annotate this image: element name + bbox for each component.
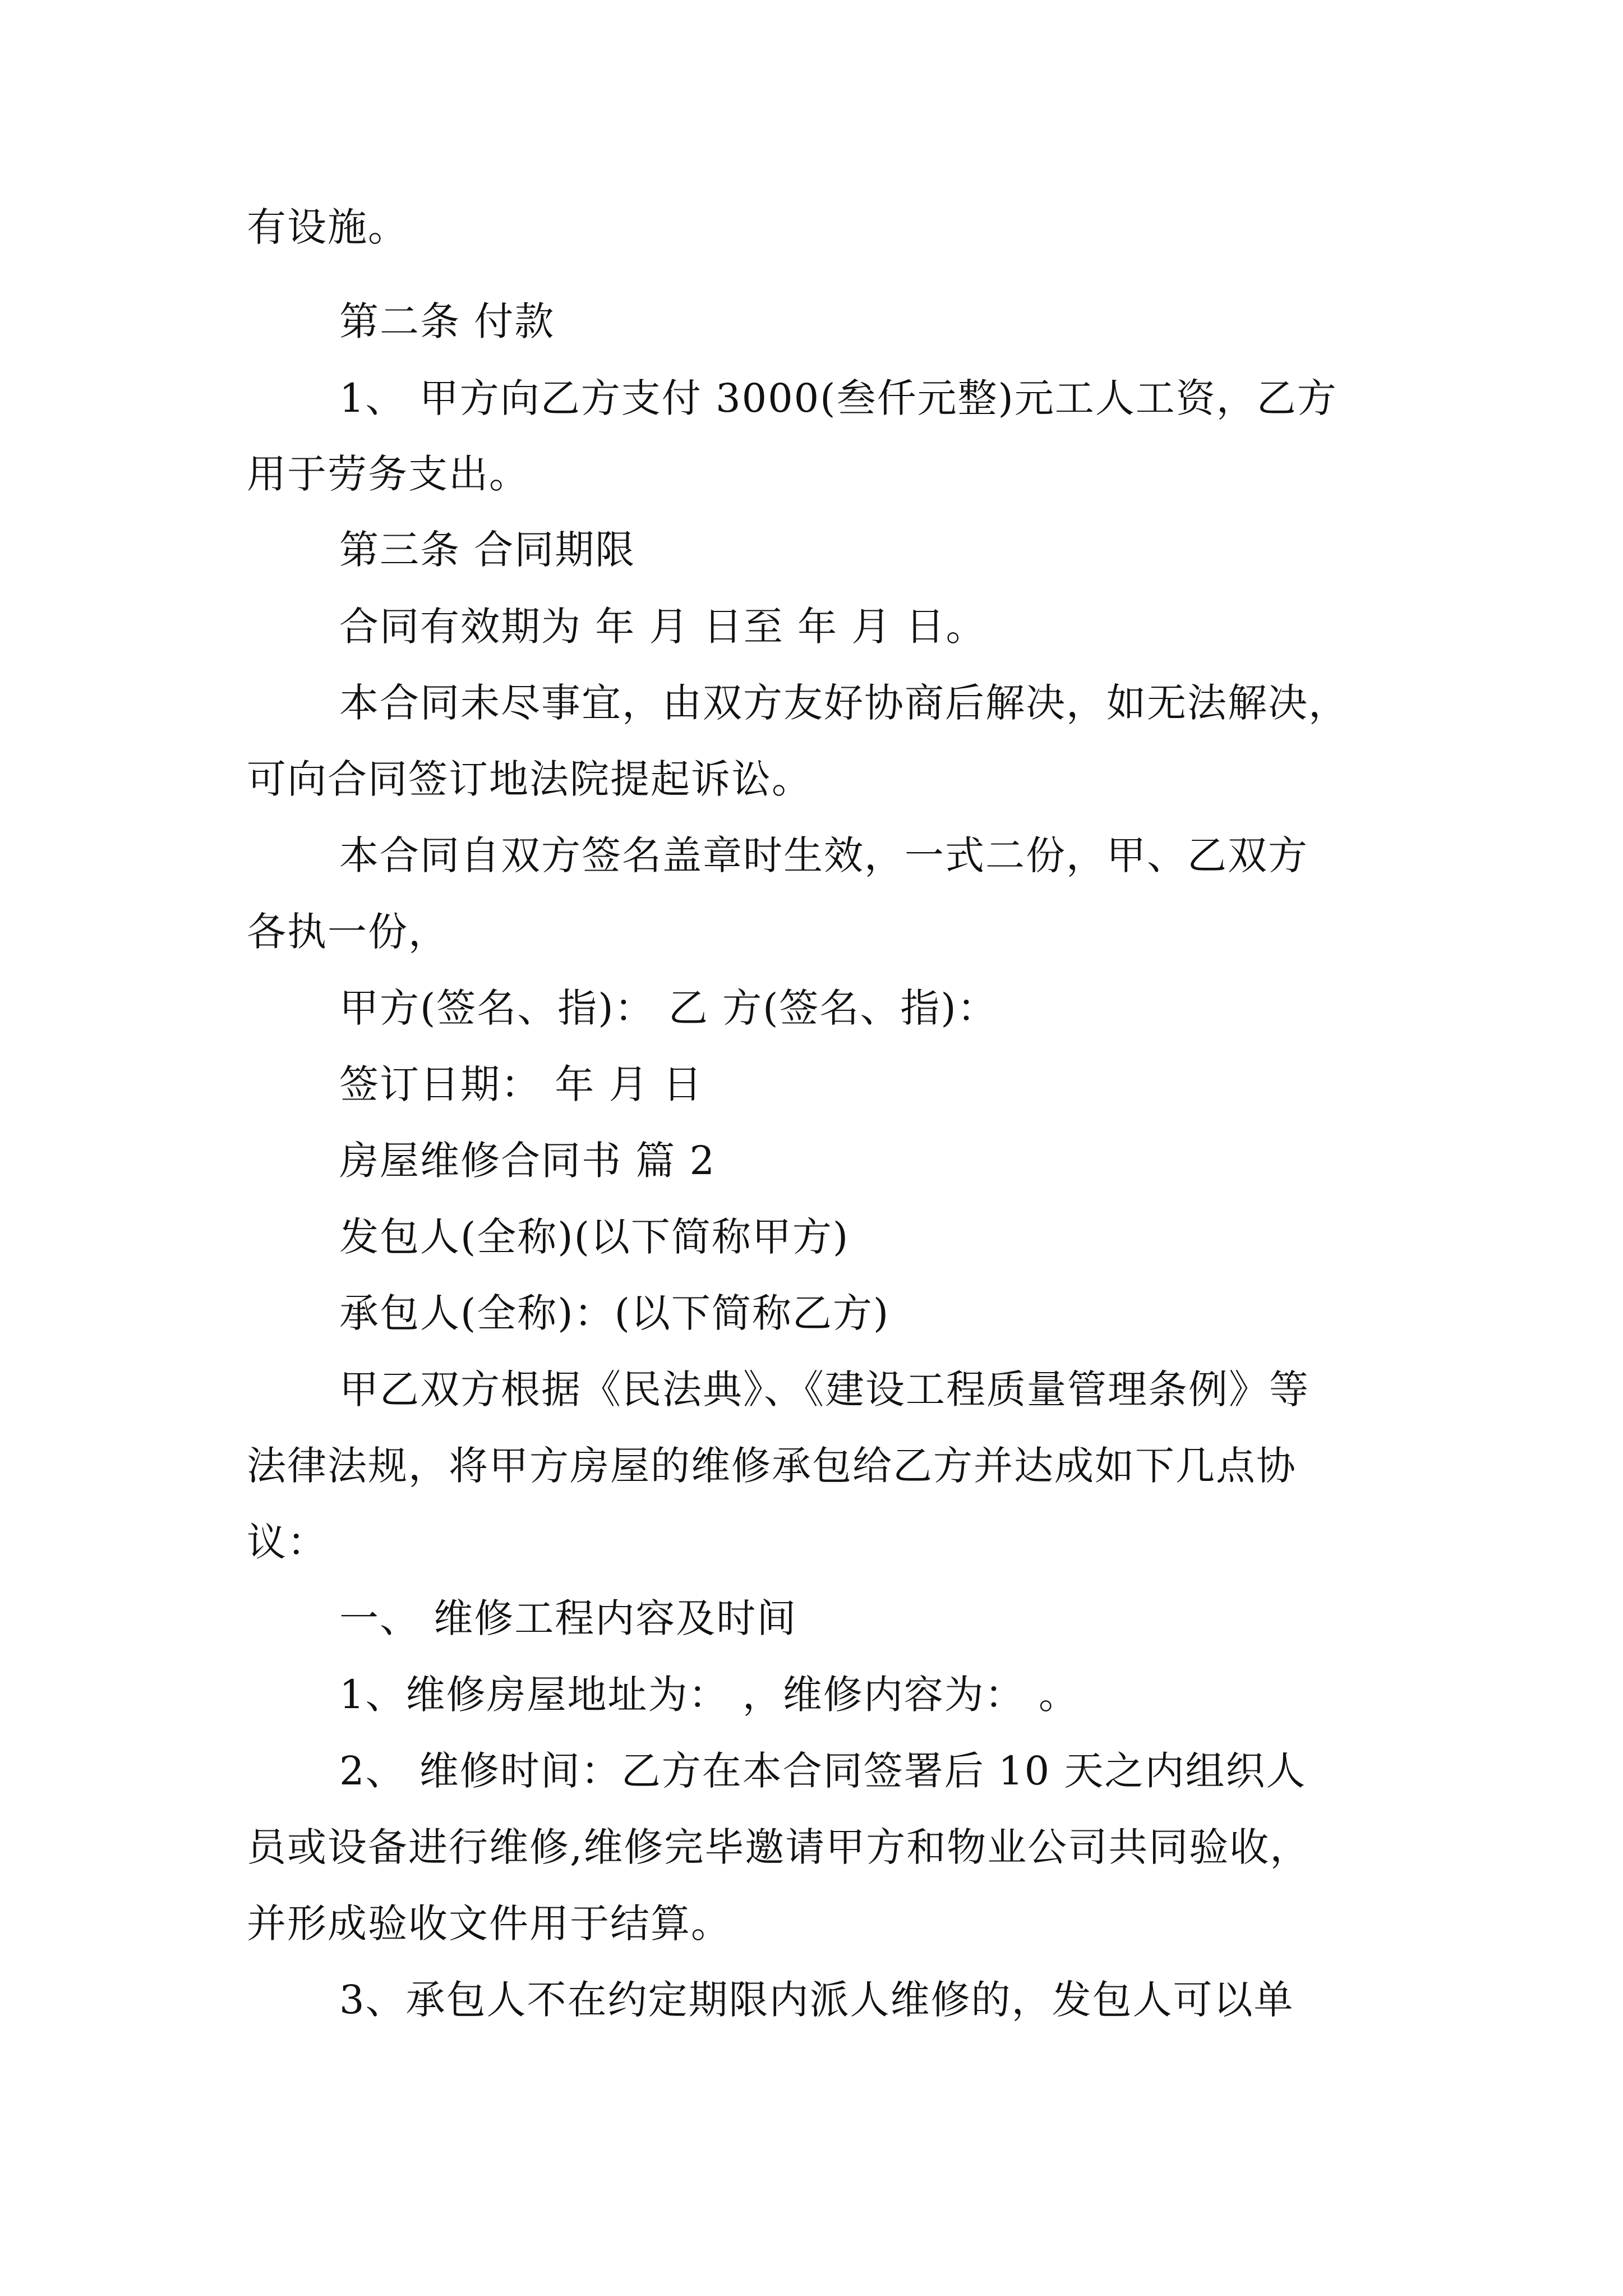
party-line: 承包人(全称)：(以下简称乙方)	[339, 1290, 890, 1336]
section-heading: 第三条 合同期限	[339, 527, 636, 573]
text-line: 2、 维修时间：乙方在本合同签署后 10 天之内组织人	[339, 1748, 1307, 1794]
text-line: 合同有效期为 年 月 日至 年 月 日。	[339, 604, 986, 650]
text-line: 3、承包人不在约定期限内派人维修的，发包人可以单	[339, 1977, 1294, 2023]
date-line: 签订日期： 年 月 日	[339, 1061, 703, 1107]
text-line: 1、 甲方向乙方支付 3000(叁仟元整)元工人工资，乙方	[339, 375, 1338, 421]
party-line: 发包人(全称)(以下简称甲方)	[339, 1214, 850, 1260]
text-line: 并形成验收文件用于结算。	[247, 1901, 731, 1947]
signature-line: 甲方(签名、指)： 乙 方(签名、指)：	[339, 985, 998, 1031]
document-title: 房屋维修合同书 篇 2	[339, 1138, 716, 1184]
text-line: 本合同未尽事宜，由双方友好协商后解决，如无法解决，	[339, 680, 1349, 726]
section-heading: 第二条 付款	[339, 298, 555, 344]
text-line: 议：	[247, 1519, 328, 1565]
section-heading: 一、 维修工程内容及时间	[339, 1595, 797, 1641]
text-line: 有设施。	[247, 204, 408, 250]
text-line: 法律法规，将甲方房屋的维修承包给乙方并达成如下几点协	[247, 1443, 1297, 1489]
text-line: 可向合同签订地法院提起诉讼。	[247, 756, 812, 802]
text-line: 各执一份，	[247, 909, 449, 955]
text-line: 1、维修房屋地址为： ，维修内容为： 。	[339, 1672, 1080, 1718]
text-line: 本合同自双方签名盖章时生效，一式二份，甲、乙双方	[339, 832, 1308, 878]
text-line: 甲乙双方根据《民法典》、《建设工程质量管理条例》等	[339, 1366, 1310, 1412]
text-line: 员或设备进行维修,维修完毕邀请甲方和物业公司共同验收，	[247, 1824, 1311, 1870]
text-line: 用于劳务支出。	[247, 451, 529, 497]
